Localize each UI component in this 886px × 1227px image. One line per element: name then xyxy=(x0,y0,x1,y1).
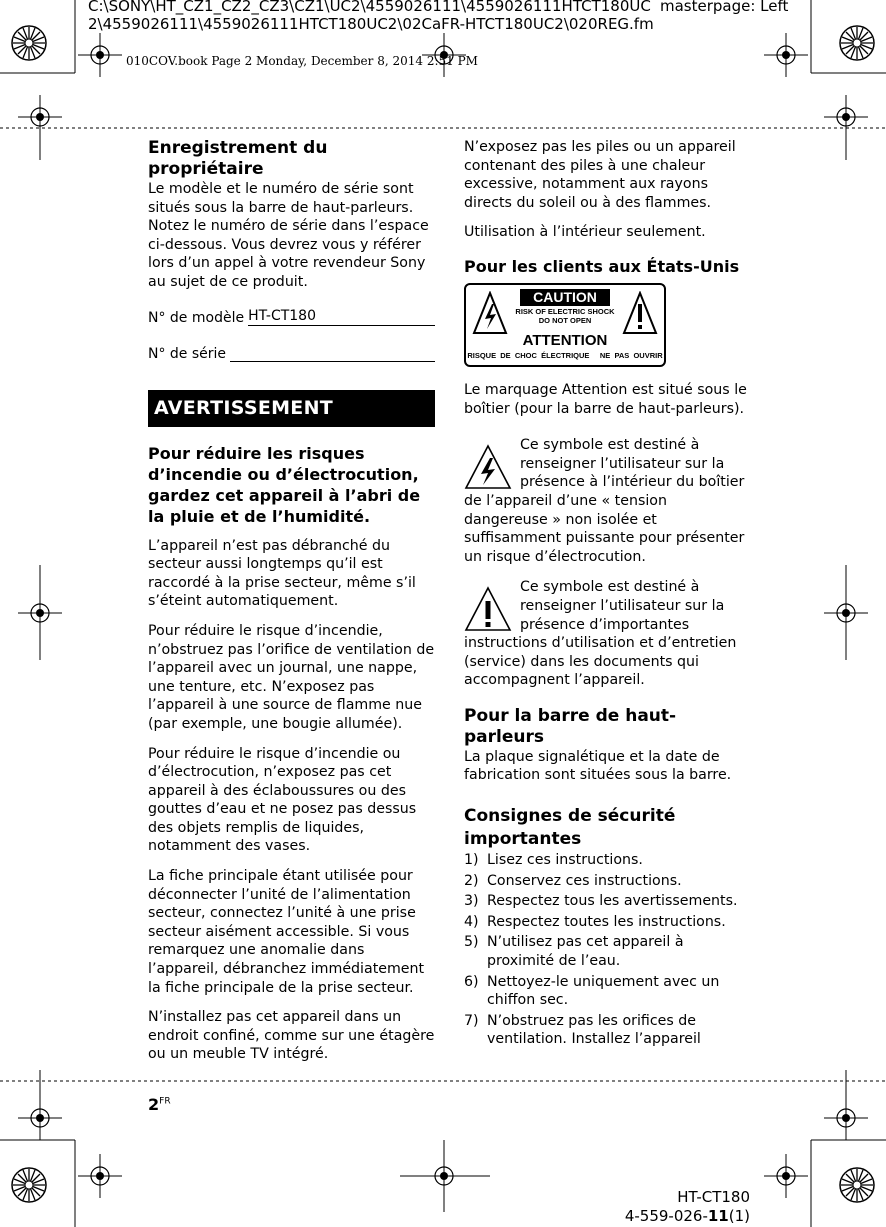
lightning-symbol-text: Ce symbole est destiné à renseigner l’utilisateur sur la présence à l’intérieur du boîtier de l’appareil d’une « tension dangereuse » non isolée et suffisamment puissante pour présenter un risque d’électrocution. xyxy=(464,437,745,565)
right-column xyxy=(464,138,748,1051)
indoor-use-note: Utilisation à l’intérieur seulement. xyxy=(464,224,706,241)
warning-paragraph: La fiche principale étant utilisée pour déconnecter l’unité de l’alimentation secteur, connectez l’unité à une prise secteur aisément accessible. Si vous remarquez une anomalie dans l’appareil, débranchez immédiatement la fiche principale de la prise secteur. xyxy=(148,868,425,996)
item-text: Respectez toutes les instructions. xyxy=(487,913,726,930)
owner-record-text: Le modèle et le numéro de série sont situés sous la barre de haut-parleurs. Notez le numéro de série dans l’espace ci-dessous. Vous devrez vous y référer lors d’un appel à votre revendeur Sony au sujet de ce produit. xyxy=(148,181,429,290)
warning-banner: AVERTISSEMENT xyxy=(148,390,435,427)
page-language-suffix: FR xyxy=(159,1096,171,1107)
footer-codes xyxy=(625,1188,750,1226)
soundbar-text: La plaque signalétique et la date de fabrication sont situées sous la barre. xyxy=(464,748,732,784)
risque-text: RISQUE DE CHOC ÉLECTRIQUE NE PAS OUVRIR xyxy=(467,350,663,360)
footer-part-number xyxy=(625,1207,750,1226)
exclamation-warning-icon xyxy=(622,291,658,335)
model-number-field xyxy=(148,308,435,326)
us-customers-heading: Pour les clients aux États-Unis xyxy=(464,256,740,276)
footer-model: HT-CT180 xyxy=(677,1188,750,1206)
item-number: 5) xyxy=(464,934,479,951)
left-column xyxy=(148,138,435,1075)
item-text: Lisez ces instructions. xyxy=(487,852,643,869)
serial-number-label: N° de série xyxy=(148,345,227,362)
file-path-line2: 2\4559026111\4559026111HTCT180UC2\02CaFR-HTCT180UC2\020REG.fm xyxy=(88,15,654,33)
item-number: 6) xyxy=(464,973,479,990)
list-item xyxy=(464,973,748,1010)
lightning-symbol-note xyxy=(464,436,748,566)
page-number xyxy=(148,1095,171,1114)
item-number: 2) xyxy=(464,872,479,889)
serial-number-field xyxy=(148,344,435,362)
part-prefix: 4-559-026- xyxy=(624,1207,708,1225)
item-number: 3) xyxy=(464,893,479,910)
item-text: N’utilisez pas cet appareil à proximité de l’eau. xyxy=(487,934,684,970)
safety-list xyxy=(464,851,748,1049)
lightning-triangle-icon xyxy=(464,444,512,490)
item-number: 4) xyxy=(464,913,479,930)
item-text: N’obstruez pas les orifices de ventilation. Installez l’appareil xyxy=(487,1012,701,1048)
warning-paragraph: Pour réduire le risque d’incendie, n’obstruez pas l’orifice de ventilation de l’appareil avec un journal, une nappe, une tenture, etc. N’exposez pas l’appareil à une source de flamme nue (par exemple, une bougie allumée). xyxy=(148,622,435,732)
item-text: Respectez tous les avertissements. xyxy=(487,893,738,910)
list-item xyxy=(464,851,748,870)
owner-record-title: Enregistrement du propriétaire xyxy=(148,138,328,179)
model-number-value: HT-CT180 xyxy=(248,308,435,326)
risk-line2: DO NOT OPEN xyxy=(538,315,592,325)
list-item xyxy=(464,1012,748,1049)
item-text: Nettoyez-le uniquement avec un chiffon sec. xyxy=(487,973,720,1009)
warning-paragraph: N’installez pas cet appareil dans un endroit confiné, comme sur une étagère ou un meuble TV intégré. xyxy=(148,1009,435,1063)
label-location-note: Le marquage Attention est situé sous le boîtier (pour la barre de haut-parleurs). xyxy=(464,381,747,417)
caution-risk-text xyxy=(514,307,616,325)
file-path-line1: C:\SONY\HT_CZ1_CZ2_CZ3\CZ1\UC2\4559026111\4559026111HTCT180UC xyxy=(88,0,651,15)
caution-title: CAUTION xyxy=(520,289,610,306)
list-item xyxy=(464,872,748,891)
list-item xyxy=(464,933,748,970)
serial-number-blank xyxy=(230,344,435,362)
exclamation-triangle-icon xyxy=(464,586,512,632)
warning-paragraph: L’appareil n’est pas débranché du secteur aussi longtemps qu’il est raccordé à la prise secteur, même s’il s’éteint automatiquement. xyxy=(148,537,416,610)
exclamation-symbol-note xyxy=(464,578,748,690)
safety-heading: Consignes de sécurité importantes xyxy=(464,806,676,850)
page-number-value: 2 xyxy=(148,1095,160,1114)
item-number: 1) xyxy=(464,852,479,869)
book-info: 010COV.book Page 2 Monday, December 8, 2014 2:51 PM xyxy=(126,54,478,68)
battery-warning: N’exposez pas les piles ou un appareil contenant des piles à une chaleur excessive, notamment aux rayons directs du soleil ou à des flammes. xyxy=(464,139,736,211)
lightning-warning-icon xyxy=(472,291,508,335)
part-bold: 11 xyxy=(707,1207,729,1225)
list-item xyxy=(464,892,748,911)
list-item xyxy=(464,913,748,932)
masterpage-label: masterpage: Left xyxy=(660,0,789,15)
model-number-label: N° de modèle xyxy=(148,309,245,326)
warning-heading: Pour réduire les risques d’incendie ou d’électrocution, gardez cet appareil à l’abri de la pluie et de l’humidité. xyxy=(148,443,421,526)
warning-paragraph: Pour réduire le risque d’incendie ou d’électrocution, n’exposez pas cet appareil à des éclaboussures ou des gouttes d’eau et ne posez pas dessus des objets remplis de liquides, notamment des vases. xyxy=(148,745,417,855)
exclamation-symbol-text: Ce symbole est destiné à renseigner l’utilisateur sur la présence d’importantes instructions d’utilisation et d’entretien (service) dans les documents qui accompagnent l’appareil. xyxy=(464,579,737,689)
item-number: 7) xyxy=(464,1012,479,1029)
soundbar-heading: Pour la barre de haut-parleurs xyxy=(464,705,677,747)
attention-title: ATTENTION xyxy=(522,331,608,349)
caution-label xyxy=(464,283,666,367)
risk-line1: RISK OF ELECTRIC SHOCK xyxy=(515,306,615,316)
part-suffix: (1) xyxy=(728,1207,750,1225)
item-text: Conservez ces instructions. xyxy=(487,872,682,889)
